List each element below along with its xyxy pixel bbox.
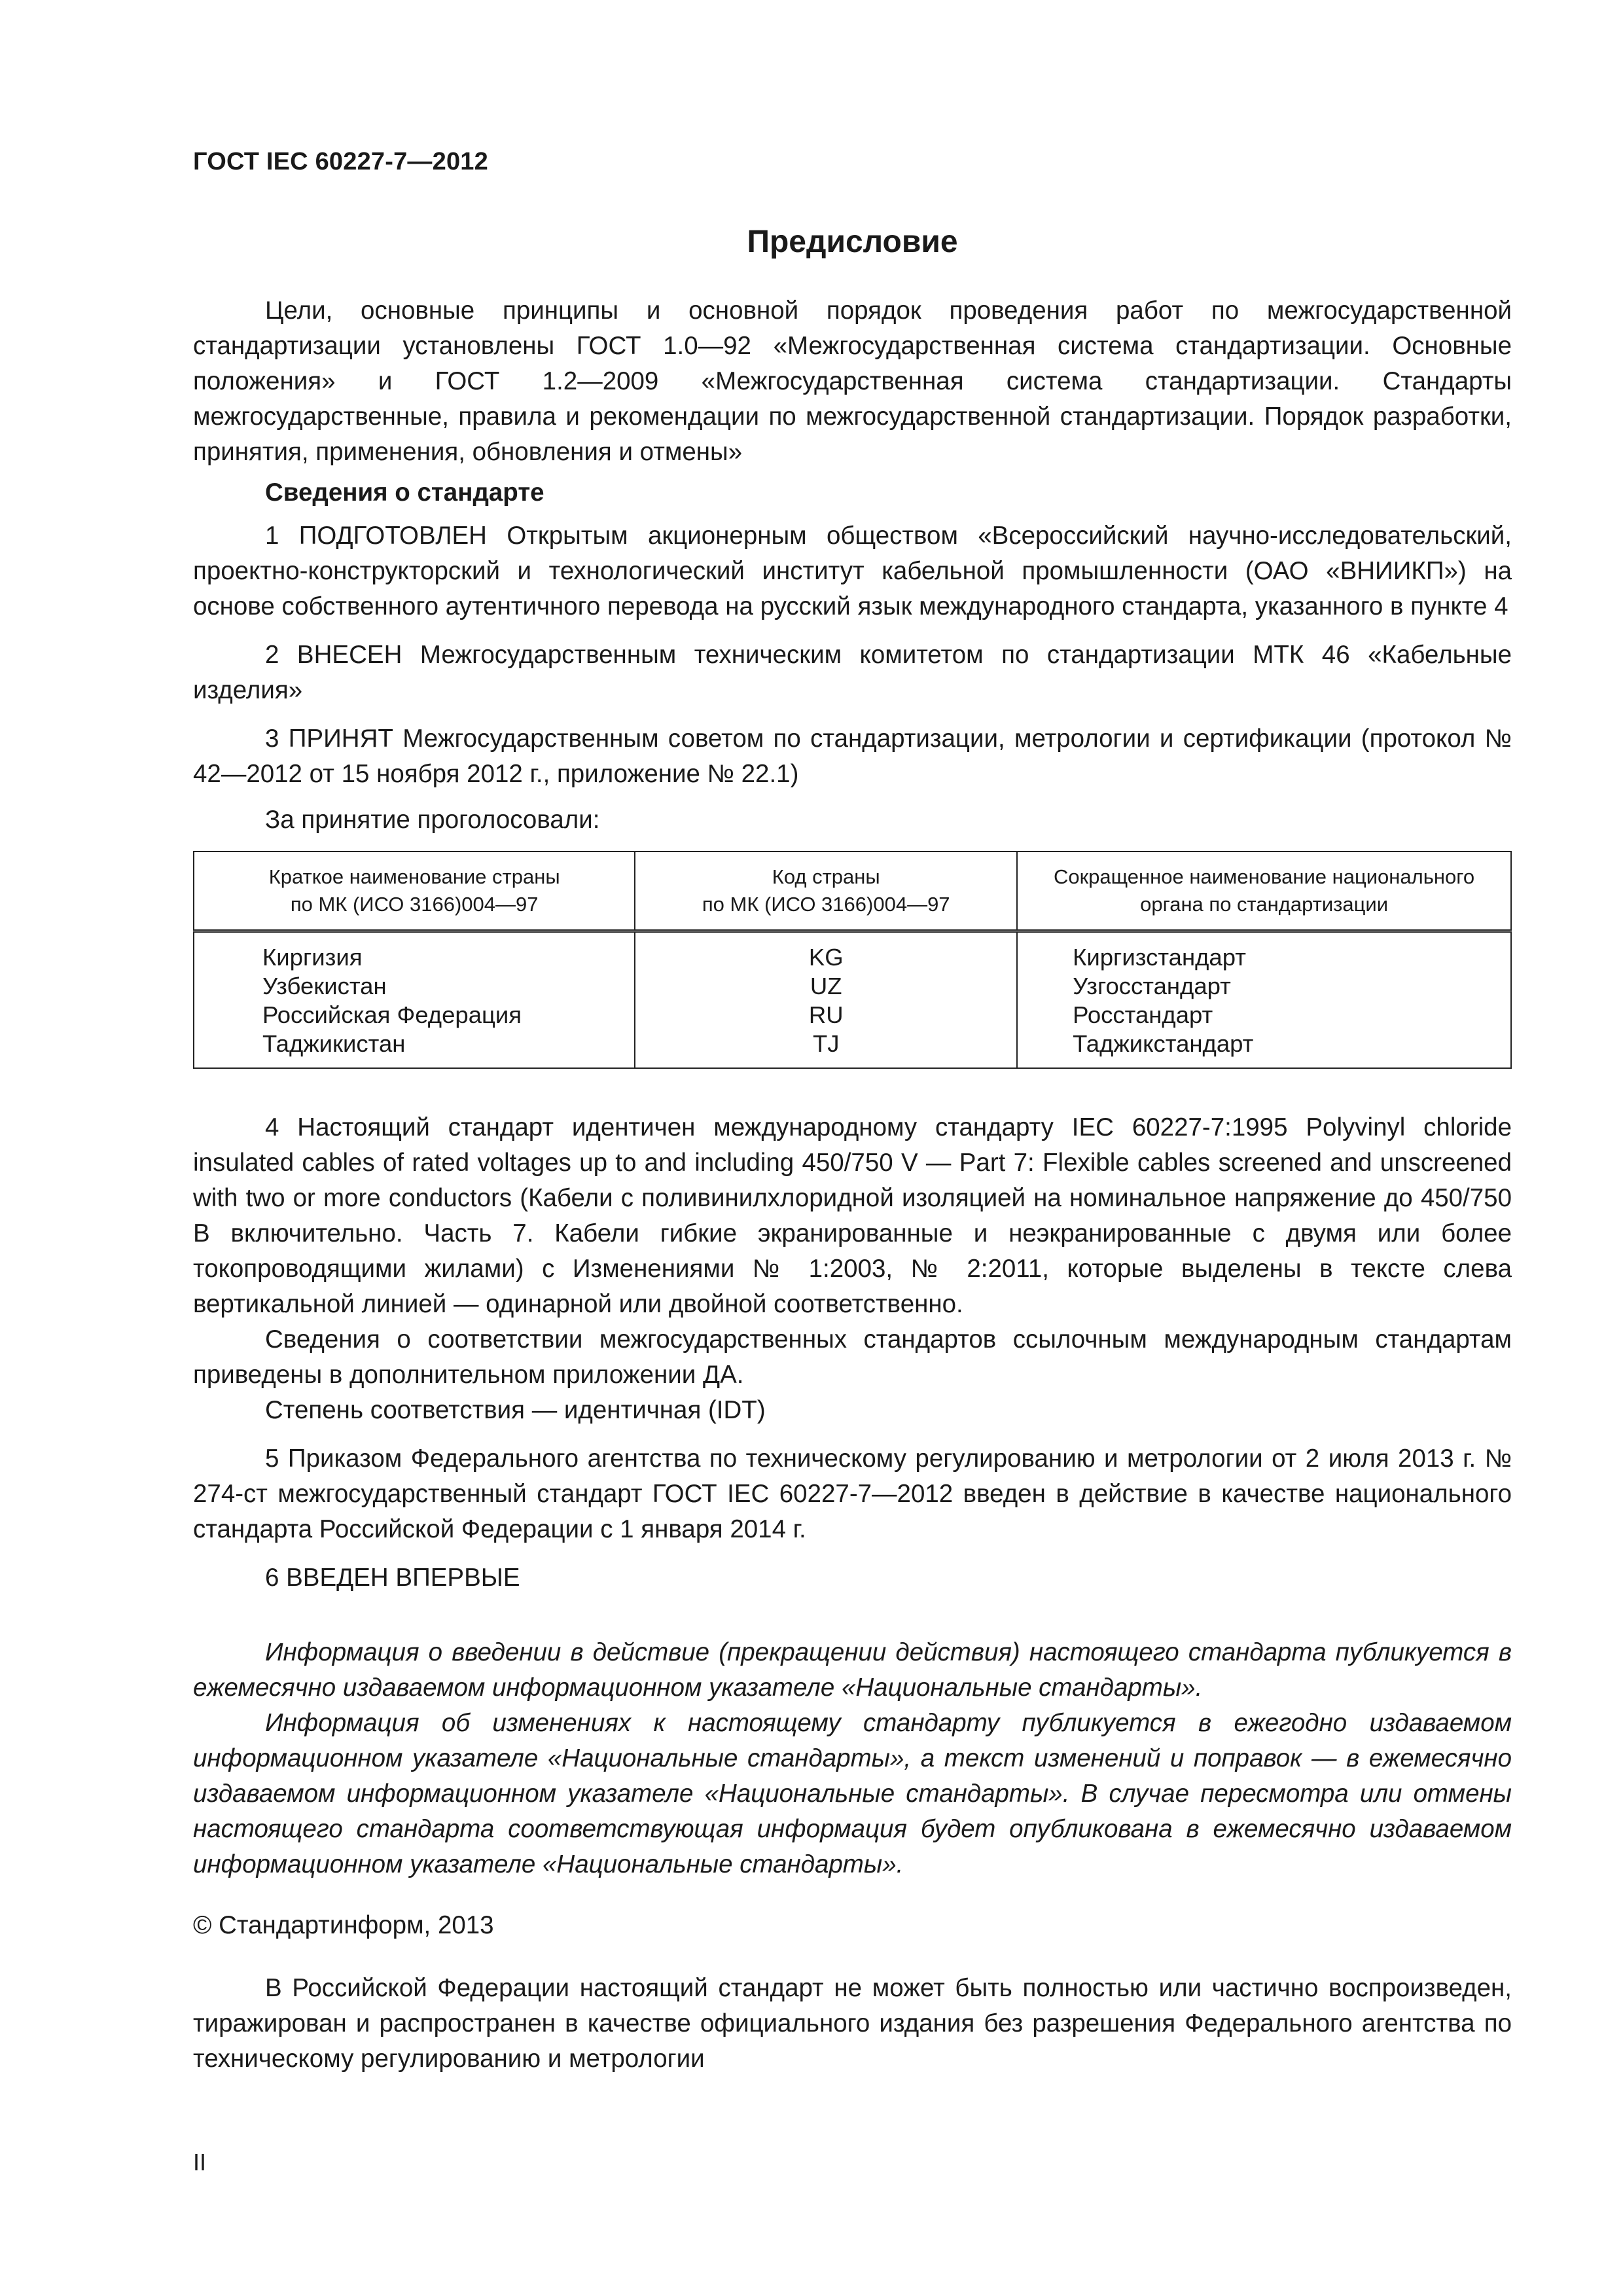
item-4: 4 Настоящий стандарт идентичен международному стандарту IEC 60227-7:1995 Polyvinyl chloride insulated cables of rated voltages up to and including 450/750 V — Part 7: Flexible cables screened and unscreened with two or more conductors (Кабели с поливинилхлоридной изоляцией на номинальное напряжение до 450/750 В включительно. Часть 7. Кабели гибкие экранированные и неэкранированные с двумя или более токопроводящими жилами) с Изменениями № 1:2003, № 2:2011, которые выделены в тексте слева вертикальной линией — одинарной или двойной соответственно.	[193, 1113, 1512, 1318]
item-3: 3 ПРИНЯТ Межгосударственным советом по стандартизации, метрологии и сертификации (протокол № 42—2012 от 15 ноября 2012 г., приложение № 22.1)	[193, 725, 1512, 788]
vote-label: За принятие проголосовали:	[265, 806, 600, 834]
standards-body: Узгосстандарт	[1073, 973, 1231, 999]
document-code: ГОСТ IEC 60227-7—2012	[193, 148, 488, 175]
item-1: 1 ПОДГОТОВЛЕН Открытым акционерным обществом «Всероссийский научно-исследовательский, проектно-конструкторский и технологический институт кабельной промышленности (ОАО «ВНИИКП») на основе собственного аутентичного перевода на русский язык международного стандарта, указанного в пункте 4	[193, 522, 1512, 620]
country-name: Киргизия	[262, 944, 363, 971]
country-codes-cell	[635, 931, 1017, 1069]
standards-body: Таджикстандарт	[1073, 1030, 1254, 1057]
item-5: 5 Приказом Федерального агентства по техническому регулированию и метрологии от 2 июля 2013 г. № 274-ст межгосударственный стандарт ГОСТ IEC 60227-7—2012 введен в действие в качестве национального стандарта Российской Федерации с 1 января 2014 г.	[193, 1444, 1512, 1543]
notice-paragraph-1: Информация о введении в действие (прекращении действия) настоящего стандарта публикуется в ежемесячно издаваемом информационном указателе «Национальные стандарты».	[193, 1638, 1512, 1702]
standards-bodies-cell	[1017, 931, 1511, 1069]
item-2: 2 ВНЕСЕН Межгосударственным техническим комитетом по стандартизации МТК 46 «Кабельные изделия»	[193, 641, 1512, 704]
intro-paragraph: Цели, основные принципы и основной порядок проведения работ по межгосударственной стандартизации установлены ГОСТ 1.0—92 «Межгосударственная система стандартизации. Основные положения» и ГОСТ 1.2—2009 «Межгосударственная система стандартизации. Стандарты межгосударственные, правила и рекомендации по межгосударственной стандартизации. Порядок разработки, принятия, применения, обновления и отмены»	[193, 296, 1512, 466]
page-number: II	[193, 2149, 207, 2176]
country-names-cell	[194, 931, 635, 1069]
copyright-section	[193, 1908, 1512, 2077]
country-code: TJ	[812, 1030, 840, 1057]
page-title: Предисловие	[747, 224, 958, 259]
header-country-name: Краткое наименование страны по МК (ИСО 3166)004—97	[194, 852, 635, 931]
items-section	[193, 1110, 1512, 1596]
item-6: 6 ВВЕДЕН ВПЕРВЫЕ	[265, 1564, 520, 1592]
rights-paragraph: В Российской Федерации настоящий стандарт не может быть полностью или частично воспроизведен, тиражирован и распространен в качестве официального издания без разрешения Федерального агентства по техническому регулированию и метрологии	[193, 1974, 1512, 2073]
copyright-line: © Стандартинформ, 2013	[193, 1911, 494, 1939]
country-code: RU	[808, 1001, 844, 1028]
country-name: Узбекистан	[262, 973, 387, 999]
country-name: Российская Федерация	[262, 1001, 522, 1028]
intro-section	[193, 293, 1512, 1069]
item-4-conformity: Степень соответствия — идентичная (IDT)	[265, 1396, 766, 1424]
country-code: UZ	[810, 973, 842, 999]
info-heading: Сведения о стандарте	[265, 478, 544, 507]
voting-table	[193, 851, 1512, 1069]
item-4-references: Сведения о соответствии межгосударственных стандартов ссылочным международным стандартам приведены в дополнительном приложении ДА.	[193, 1325, 1512, 1389]
notice-section	[193, 1635, 1512, 1882]
country-name: Таджикистан	[262, 1030, 406, 1057]
standards-body: Киргизстандарт	[1073, 944, 1246, 971]
header-country-code: Код страны по МК (ИСО 3166)004—97	[635, 852, 1017, 931]
header-standards-body: Сокращенное наименование национального органа по стандартизации	[1017, 852, 1511, 931]
table-row	[194, 931, 1511, 1069]
standards-body: Росстандарт	[1073, 1001, 1213, 1028]
table-header-row	[194, 852, 1511, 931]
notice-paragraph-2: Информация об изменениях к настоящему стандарту публикуется в ежегодно издаваемом информационном указателе «Национальные стандарты», а текст изменений и поправок — в ежемесячно издаваемом информационном указателе «Национальные стандарты». В случае пересмотра или отмены настоящего стандарта соответствующая информация будет опубликована в ежемесячно издаваемом информационном указателе «Национальные стандарты».	[193, 1709, 1512, 1878]
country-code: KG	[808, 944, 844, 971]
